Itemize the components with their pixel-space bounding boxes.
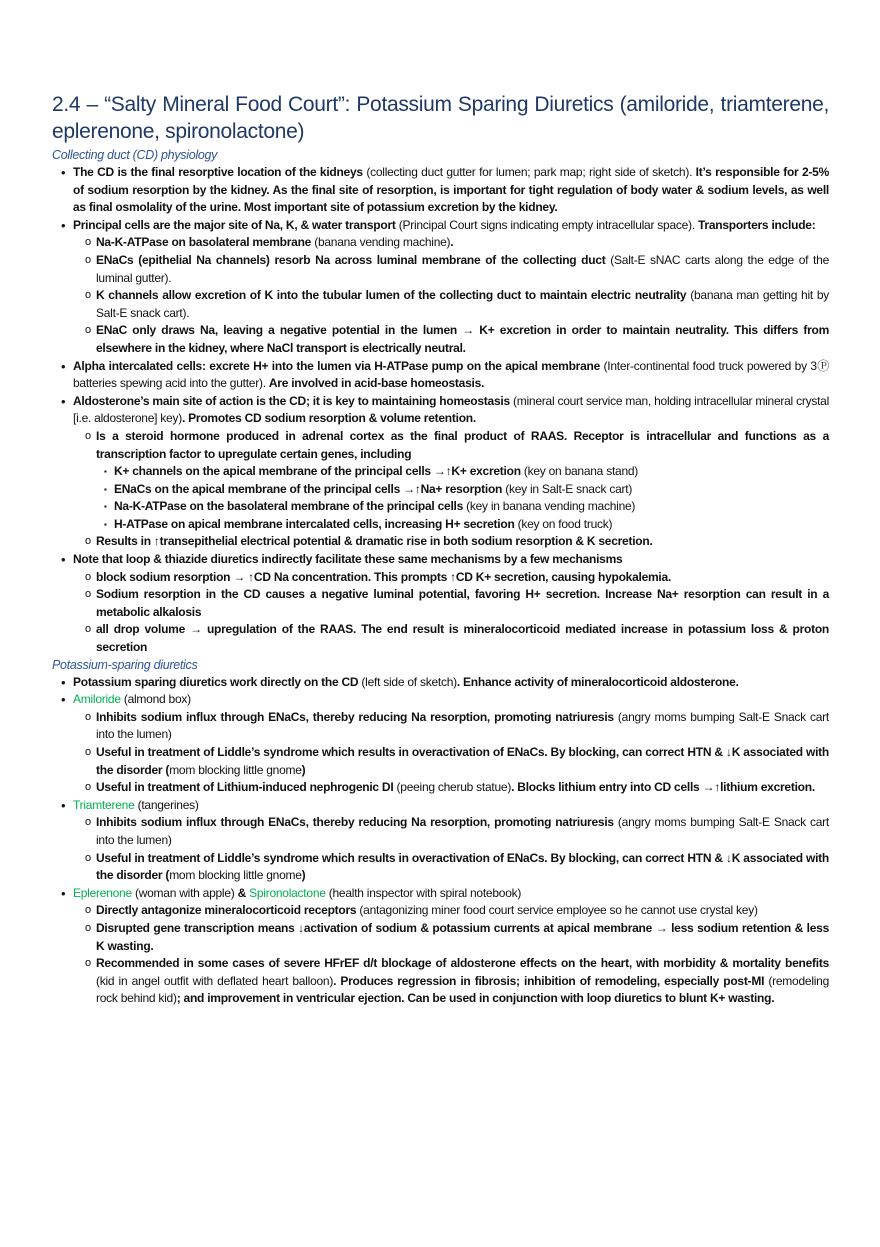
drug-name: Triamterene (73, 797, 135, 812)
list-item-level-2 (52, 322, 829, 357)
bullet-icon: • (61, 674, 66, 690)
mnemonic-text: (mineral court service man, holding intracellular mineral crystal [i.e. aldosterone] key) (73, 393, 829, 426)
list-item-level-3 (52, 516, 829, 534)
key-point-text: all drop volume → upregulation of the RAAS. The end result is mineralocorticoid mediated increase in potassium loss & proton secretion (96, 622, 829, 655)
mnemonic-text: (angry moms bumping Salt-E Snack cart into the lumen) (96, 709, 829, 742)
key-point-text: & (237, 885, 250, 900)
bullet-icon: ▪ (104, 467, 107, 477)
bullet-icon: o (85, 236, 91, 249)
drug-name: Amiloride (73, 692, 121, 707)
mnemonic-text: (woman with apple) (131, 885, 238, 900)
list-item-level-1 (52, 358, 829, 393)
mnemonic-text: (remodeling rock behind kid) (96, 973, 830, 1006)
key-point-text: ) (301, 762, 306, 777)
mnemonic-text: (peeing cherub statue) (393, 780, 512, 795)
mnemonic-text: (banana man getting hit by Salt-E snack cart). (96, 288, 829, 320)
key-point-text: Useful in treatment of Liddle’s syndrome which results in overactivation of ENaCs. By blocking, can correct HTN & ↓K associated with the disorder ( (96, 850, 829, 883)
bullet-icon: ▪ (104, 502, 107, 512)
bullet-icon: • (61, 217, 66, 233)
section-heading: Potassium-sparing diuretics (52, 657, 198, 672)
key-point-text: ; and improvement in ventricular ejection. Can be used in conjunction with loop diuretics to blunt K+ wasting. (176, 991, 775, 1006)
key-point-text: K channels allow excretion of K into the tubular lumen of the collecting duct to maintain electric neutrality (96, 288, 687, 303)
mnemonic-text: (Salt-E sNAC carts along the edge of the luminal gutter). (96, 252, 829, 285)
bullet-icon: • (61, 797, 66, 813)
bullet-icon: o (85, 710, 91, 723)
mnemonic-text: (tangerines) (134, 797, 199, 812)
key-point-text: Is a steroid hormone produced in adrenal cortex as the final product of RAAS. Receptor is intracellular and functions as a transcription factor to upregulate certain genes, including (96, 428, 829, 461)
key-point-text: Disrupted gene transcription means ↓activation of sodium & potassium currents at apical membrane → less sodium retention & less K wasting. (96, 920, 829, 953)
key-point-text: Note that loop & thiazide diuretics indirectly facilitate these same mechanisms by a few mechanisms (73, 552, 623, 567)
key-point-text: Principal cells are the major site of Na, K, & water transport (73, 217, 396, 232)
mnemonic-text: (Inter-continental food truck powered by 3Ⓟ batteries spewing acid into the gutter). (73, 358, 829, 391)
bullet-icon: • (61, 885, 66, 901)
mnemonic-text: (banana vending machine) (311, 235, 451, 250)
key-point-text: Recommended in some cases of severe HFrEF d/t blockage of aldosterone effects on the heart, with morbidity & mortality benefits (96, 956, 829, 971)
list-item-level-1 (52, 797, 829, 815)
list-item-level-2 (52, 920, 829, 955)
list-item-level-1 (52, 393, 829, 428)
key-point-text: . Promotes CD sodium resorption & volume retention. (181, 411, 476, 426)
bullet-icon: • (61, 165, 66, 180)
mnemonic-text: (Principal Court signs indicating empty intracellular space). (395, 217, 698, 232)
list-item-level-2 (52, 569, 829, 587)
key-point-text: . Blocks lithium entry into CD cells →↑lithium excretion. (511, 780, 815, 795)
mnemonic-text: (angry moms bumping Salt-E Snack cart into the lumen) (96, 815, 829, 847)
key-point-text: ENaC only draws Na, leaving a negative potential in the lumen → K+ excretion in order to maintain neutrality. This differs from elsewhere in the kidney, where NaCl transport is electrically neutral. (96, 323, 829, 355)
list-item-level-2 (52, 709, 829, 744)
bullet-icon: o (85, 921, 91, 934)
key-point-text: ENaCs (epithelial Na channels) resorb Na across luminal membrane of the collecting duct (96, 252, 606, 267)
key-point-text: Sodium resorption in the CD causes a negative luminal potential, favoring H+ secretion. Increase Na+ resorption can result in a metabolic alkalosis (96, 587, 829, 619)
mnemonic-text: (almond box) (120, 692, 191, 707)
key-point-text: Potassium sparing diuretics work directly on the CD (73, 674, 359, 689)
key-point-text: Results in ↑transepithelial electrical potential & dramatic rise in both sodium resorption & K secretion. (96, 534, 653, 549)
list-item-level-2 (52, 428, 829, 463)
bullet-icon: o (85, 623, 91, 636)
section-heading: Collecting duct (CD) physiology (52, 148, 218, 162)
bullet-icon: o (85, 535, 91, 548)
key-point-text: Are involved in acid-base homeostasis. (268, 376, 485, 391)
bullet-icon: o (85, 904, 91, 917)
bullet-icon: • (61, 393, 66, 409)
list-item-level-1 (52, 691, 829, 709)
mnemonic-text: (key in banana vending machine) (463, 499, 636, 514)
bullet-icon: ▪ (104, 484, 107, 494)
key-point-text: . Enhance activity of mineralocorticoid aldosterone. (456, 674, 739, 689)
bullet-icon: o (85, 746, 91, 758)
bullet-icon: o (85, 429, 91, 442)
key-point-text: Useful in treatment of Liddle’s syndrome which results in overactivation of ENaCs. By blocking, can correct HTN & ↓K associated with the disorder ( (96, 745, 829, 777)
list-item-level-1 (52, 885, 829, 903)
mnemonic-text: (health inspector with spiral notebook) (325, 885, 522, 900)
bullet-icon: • (61, 552, 66, 568)
document-body (52, 147, 829, 1008)
mnemonic-text: (key in Salt-E snack cart) (502, 481, 633, 496)
list-item-level-2 (52, 744, 829, 779)
mnemonic-text: (left side of sketch) (358, 674, 457, 689)
key-point-text: ) (301, 868, 306, 883)
bullet-icon: o (85, 324, 91, 337)
key-point-text: Inhibits sodium influx through ENaCs, thereby reducing Na resorption, promoting natriuresis (96, 815, 614, 830)
list-item-level-1 (52, 164, 829, 217)
bullet-icon: • (61, 692, 66, 708)
list-item-level-1 (52, 674, 829, 692)
list-item-level-1 (52, 217, 829, 235)
list-item-level-2 (52, 955, 829, 1008)
list-item-level-2 (52, 902, 829, 920)
key-point-text: Directly antagonize mineralocorticoid receptors (96, 903, 357, 918)
bullet-icon: • (61, 358, 66, 374)
mnemonic-text: mom blocking little gnome (169, 762, 302, 777)
bullet-icon: o (85, 816, 91, 829)
mnemonic-text: (key on banana stand) (520, 464, 639, 479)
key-point-text: ENaCs on the apical membrane of the principal cells →↑Na+ resorption (114, 481, 503, 496)
list-item-level-3 (52, 481, 829, 499)
mnemonic-text: (kid in angel outfit with deflated heart balloon) (96, 973, 334, 988)
key-point-text: Alpha intercalated cells: excrete H+ into the lumen via H-ATPase pump on the apical membrane (73, 358, 600, 373)
bullet-icon: ▪ (104, 519, 107, 529)
list-item-level-2 (52, 814, 829, 849)
mnemonic-text: (collecting duct gutter for lumen; park map; right side of sketch). (362, 165, 696, 179)
list-item-level-2 (52, 779, 829, 797)
list-item-level-2 (52, 234, 829, 252)
mnemonic-text: mom blocking little gnome (169, 868, 302, 883)
key-point-text: The CD is the final resorptive location of the kidneys (73, 165, 363, 179)
key-point-text: Transporters include: (698, 217, 816, 232)
key-point-text: . (450, 235, 454, 250)
drug-name: Spironolactone (249, 885, 326, 900)
list-item-level-2 (52, 287, 829, 322)
key-point-text: Na-K-ATPase on the basolateral membrane of the principal cells (114, 499, 464, 514)
bullet-icon: o (85, 570, 91, 583)
document-page (52, 91, 829, 1008)
key-point-text: . Produces regression in fibrosis; inhibition of remodeling, especially post-MI (333, 973, 765, 988)
bullet-icon: o (85, 781, 91, 794)
bullet-icon: o (85, 289, 91, 302)
key-point-text: K+ channels on the apical membrane of the principal cells →↑K+ excretion (114, 464, 521, 479)
page-title: 2.4 – “Salty Mineral Food Court”: Potassium Sparing Diuretics (amiloride, triamterene, eplerenone, spironolactone) (52, 93, 829, 143)
key-point-text: Aldosterone’s main site of action is the CD; it is key to maintaining homeostasis (73, 393, 510, 408)
list-item-level-3 (52, 498, 829, 516)
bullet-icon: o (85, 851, 91, 864)
list-item-level-3 (52, 463, 829, 481)
list-item-level-2 (52, 533, 829, 551)
list-item-level-2 (52, 850, 829, 885)
mnemonic-text: (antagonizing miner food court service employee so he cannot use crystal key) (356, 903, 758, 918)
key-point-text: Inhibits sodium influx through ENaCs, thereby reducing Na resorption, promoting natriuresis (96, 709, 614, 724)
key-point-text: H-ATPase on apical membrane intercalated cells, increasing H+ secretion (114, 516, 515, 531)
key-point-text: block sodium resorption → ↑CD Na concentration. This prompts ↑CD K+ secretion, causing hypokalemia. (96, 569, 672, 584)
mnemonic-text: (key on food truck) (514, 516, 613, 531)
list-item-level-2 (52, 621, 829, 656)
key-point-text: Useful in treatment of Lithium-induced nephrogenic DI (96, 780, 394, 795)
list-item-level-1 (52, 551, 829, 569)
list-item-level-2 (52, 252, 829, 287)
bullet-icon: o (85, 957, 91, 970)
key-point-text: Na-K-ATPase on basolateral membrane (96, 235, 312, 250)
bullet-icon: o (85, 588, 91, 601)
key-point-text: It’s responsible for 2-5% of sodium resorption by the kidney. As the final site of resorption, is important for tight regulation of body water & sodium levels, as well as final osmolality of the urine. Most important site of potassium excretion by the kidney. (73, 165, 829, 215)
list-item-level-2 (52, 586, 829, 621)
drug-name: Eplerenone (73, 885, 132, 900)
bullet-icon: o (85, 253, 91, 266)
